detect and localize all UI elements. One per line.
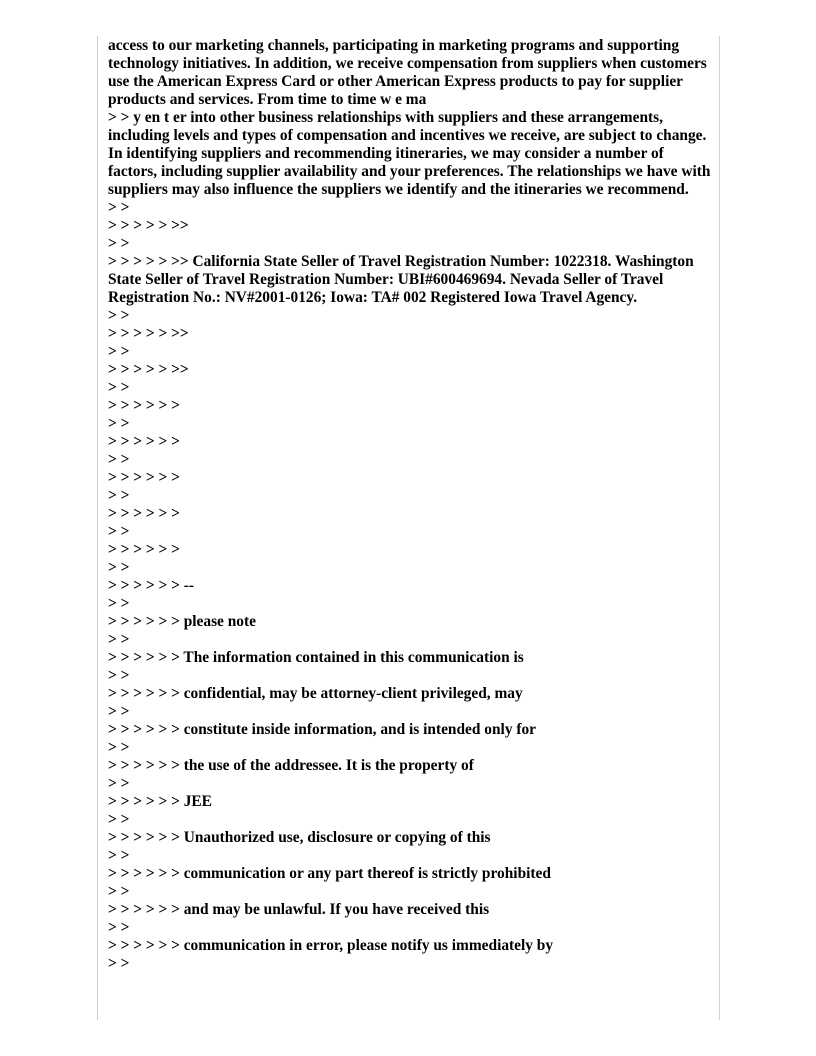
left-margin-rule: [97, 36, 98, 1020]
body-line: access to our marketing channels, participating in marketing programs and supporting technology initiatives. In addition, we receive compensation from suppliers when customers use the American Express Card or other American Express products to pay for supplier products and services. From time to time w e ma: [108, 37, 707, 108]
body-line: > > > > > > constitute inside information, and is intended only for: [108, 721, 537, 738]
body-line: > > > > > >: [108, 397, 180, 414]
body-line: > > > > > > confidential, may be attorney-client privileged, may: [108, 685, 523, 702]
body-line: > > > > > > communication in error, please notify us immediately by: [108, 937, 554, 954]
body-line: > >: [108, 235, 130, 252]
body-line: > >: [108, 631, 130, 648]
body-line: > > > > > > and may be unlawful. If you have received this: [108, 901, 490, 918]
body-line: > > > > > >>: [108, 361, 189, 378]
right-margin-rule: [719, 36, 720, 1020]
body-line: > > > > > >: [108, 433, 180, 450]
body-line: > >: [108, 487, 130, 504]
body-line: > >: [108, 523, 130, 540]
body-line: > >: [108, 307, 130, 324]
body-line: > >: [108, 451, 130, 468]
body-line: > >: [108, 811, 130, 828]
body-line: > > > > > >> California State Seller of Travel Registration Number: 1022318. Washington State Seller of Travel Registration Number: UBI#600469694. Nevada Seller of Travel Registration No.: NV#2001-0126; Iowa: TA# 002 Registered Iowa Travel Agency.: [108, 253, 694, 306]
body-line: > >: [108, 595, 130, 612]
body-line: > >: [108, 703, 130, 720]
body-line: > >: [108, 847, 130, 864]
body-line: > >: [108, 415, 130, 432]
body-line: > >: [108, 199, 130, 216]
body-line: > > > > > >>: [108, 217, 189, 234]
body-line: > > > > > > communication or any part thereof is strictly prohibited: [108, 865, 551, 882]
body-line: > >: [108, 667, 130, 684]
email-body: [108, 37, 712, 973]
body-line: > >: [108, 379, 130, 396]
body-line: > > > > > > JEE: [108, 793, 212, 810]
body-line: > >: [108, 559, 130, 576]
body-line: > >: [108, 955, 130, 972]
body-line: > > > > > >>: [108, 325, 189, 342]
body-line: > >: [108, 919, 130, 936]
body-line: > > > > > > Unauthorized use, disclosure or copying of this: [108, 829, 491, 846]
body-line: > > > > > > --: [108, 577, 194, 594]
body-line: > > > > > > please note: [108, 613, 256, 630]
body-line: > > > > > >: [108, 541, 180, 558]
body-line: > >: [108, 343, 130, 360]
body-line: > > > > > >: [108, 505, 180, 522]
body-line: > > > > > > The information contained in this communication is: [108, 649, 524, 666]
body-line: > >: [108, 739, 130, 756]
body-line: > >: [108, 883, 130, 900]
body-line: > > > > > > the use of the addressee. It is the property of: [108, 757, 474, 774]
body-line: > > > > > >: [108, 469, 180, 486]
body-line: > >: [108, 775, 130, 792]
body-line: > > y en t er into other business relationships with suppliers and these arrangements, including levels and types of compensation and incentives we receive, are subject to change. In identifying suppliers and recommending itineraries, we may consider a number of factors, including supplier availability and your preferences. The relationships we have with suppliers may also influence the suppliers we identify and the itineraries we recommend.: [108, 109, 711, 198]
